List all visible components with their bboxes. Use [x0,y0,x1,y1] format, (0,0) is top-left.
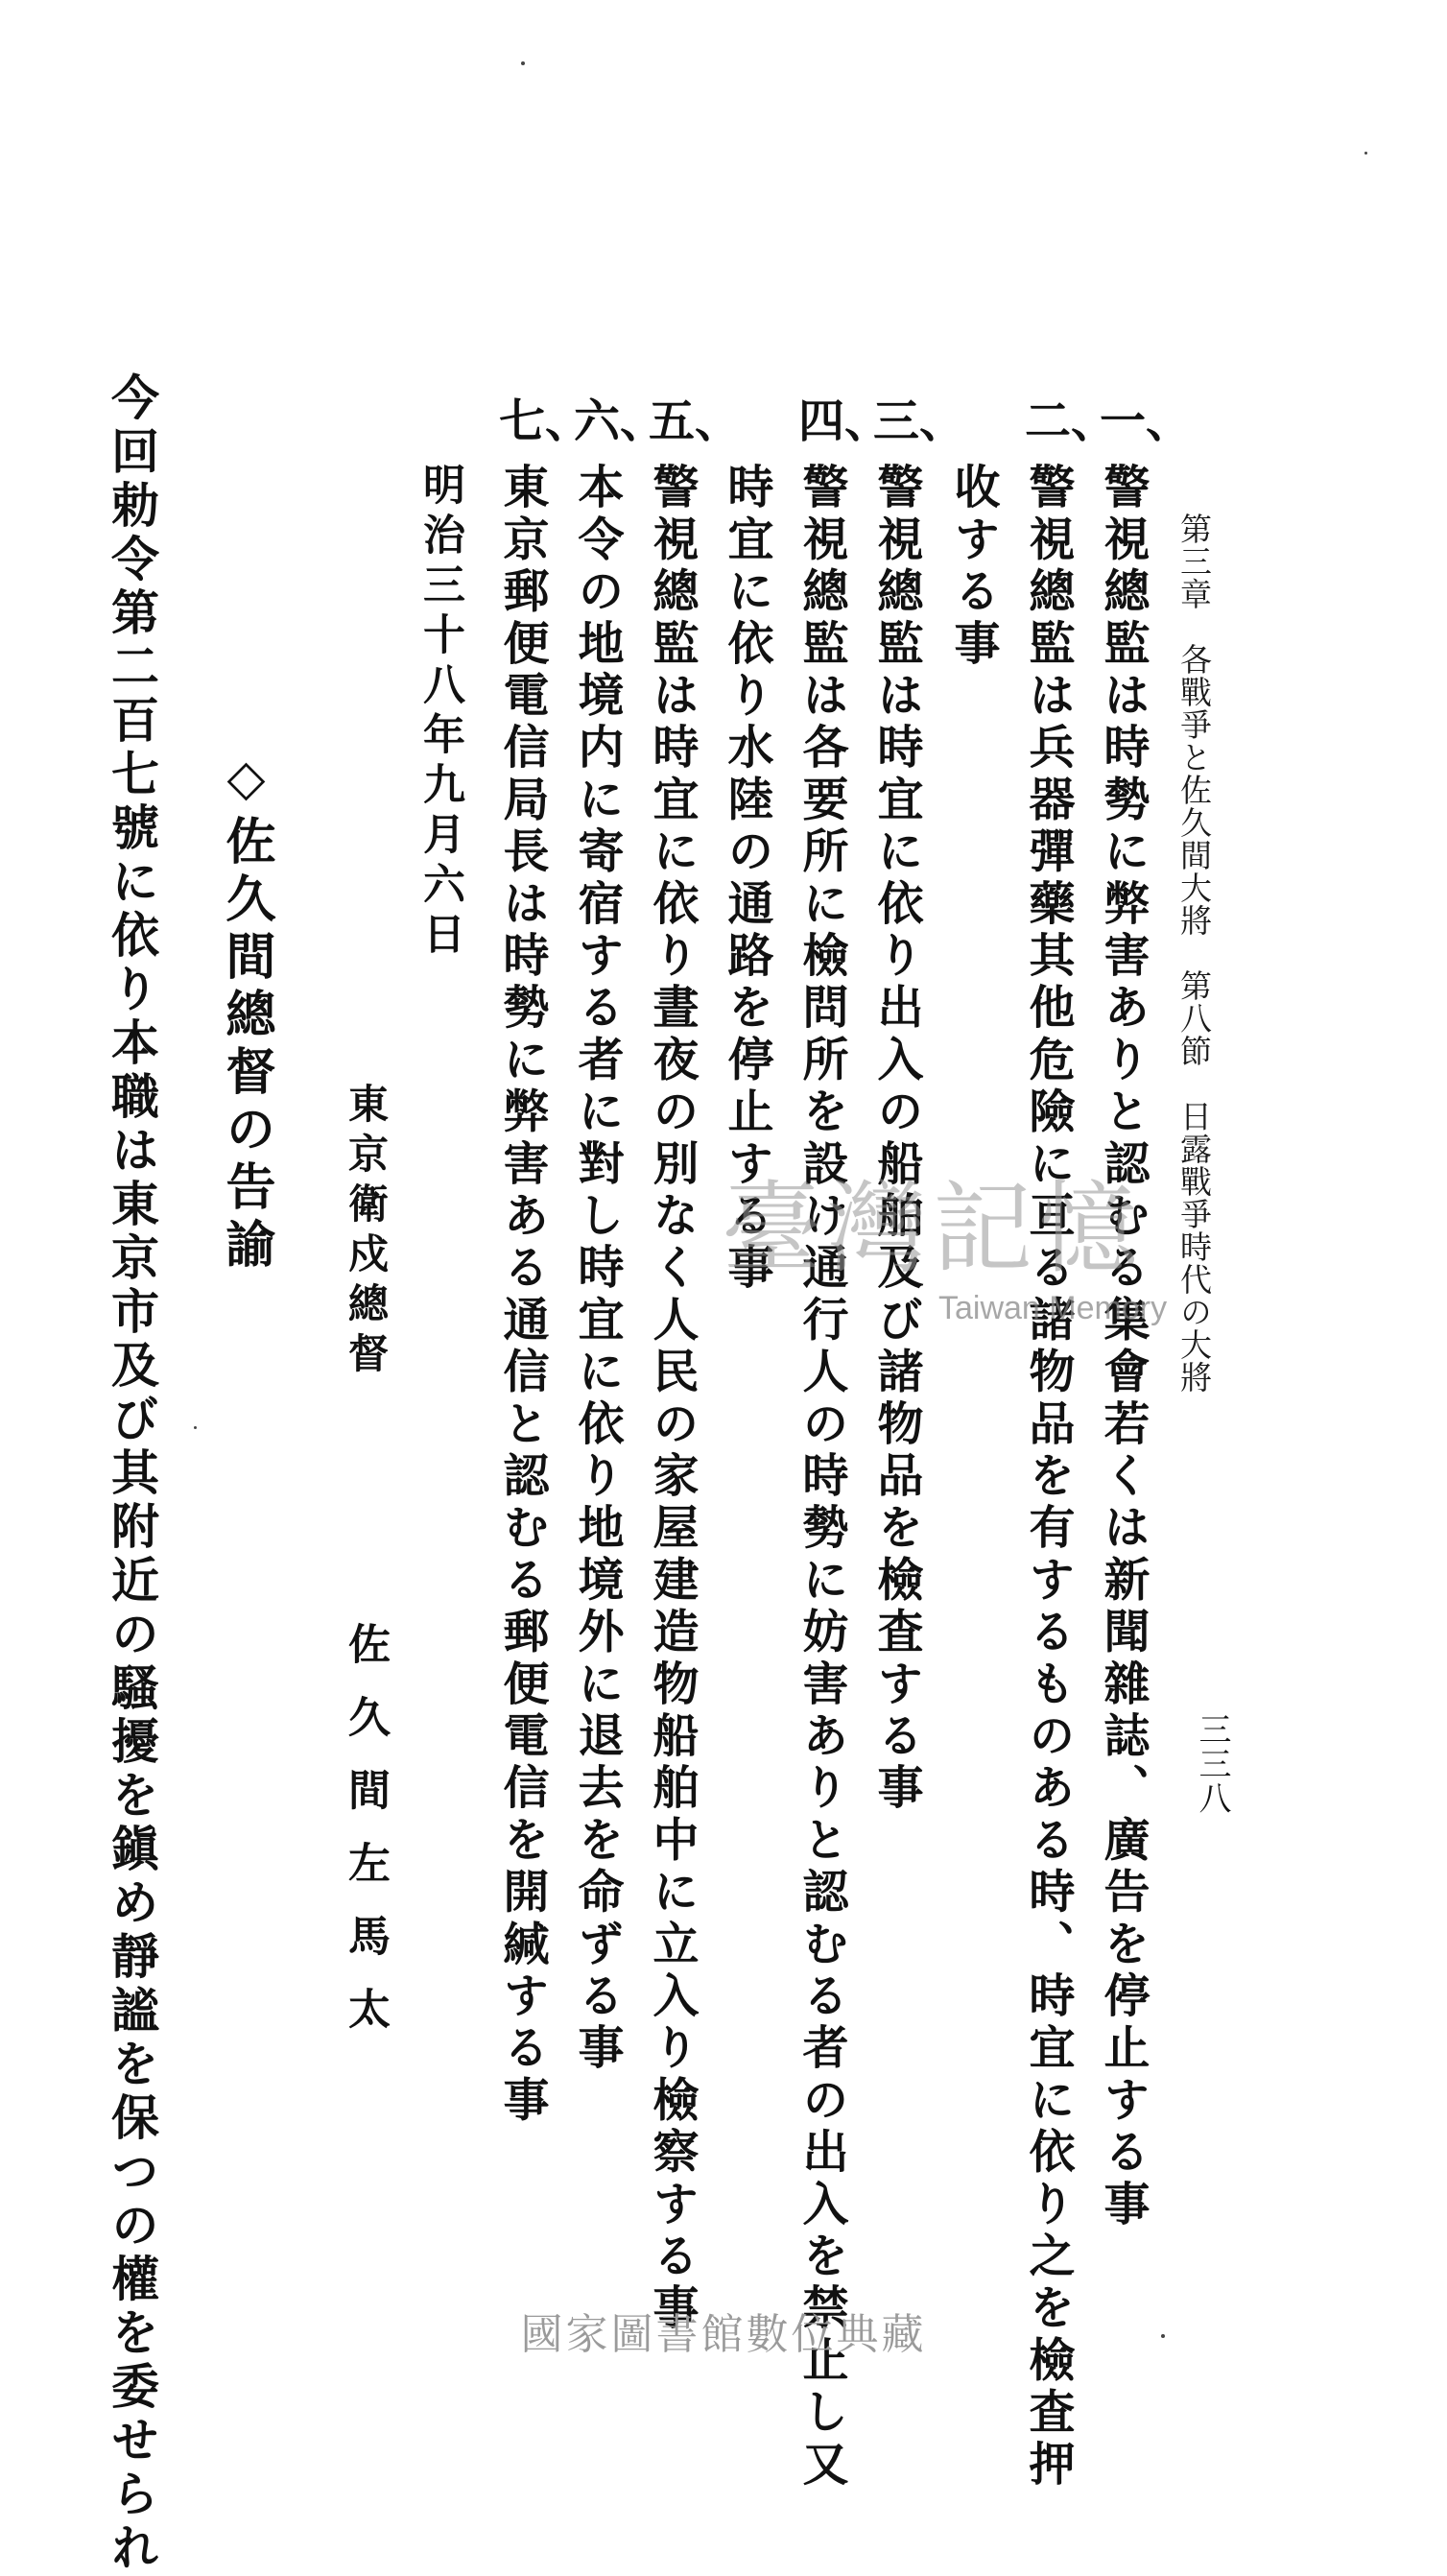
running-header: 第三章 各戰爭と佐久間大將 第八節 日露戰爭時代の大將 [1175,513,1213,1394]
regulation-7-line-1: 東京郵便電信局長は時勢に弊害ある通信と認むる郵便電信を開緘する事 [495,463,549,2128]
regulation-5-line-1: 警視總監は時宜に依り晝夜の別なく人民の家屋建造物船舶中に立入り檢察する事 [645,463,699,2336]
regulation-2-line-1: 警視總監は兵器彈藥其他危險に亘る諸物品を有するものある時、時宜に依り之を檢査押 [1021,463,1075,2492]
regulation-2-line-2: 收する事 [946,463,1000,671]
scan-speck [194,1426,197,1429]
regulation-6-line-1: 本令の地境内に寄宿する者に對し時宜に依り地境外に退去を命ずる事 [570,463,624,2076]
item-number-1: 一、 [1100,394,1193,448]
section-title: ◇佐久間總督の告諭 [217,749,275,1276]
item-number-7: 七、 [499,394,592,448]
regulation-1-line-1: 警視總監は時勢に弊害ありと認むる集會若くは新聞雜誌、廣告を停止する事 [1096,463,1150,2231]
item-number-2: 二、 [1025,394,1118,448]
signature-name: 佐久間左馬太 [341,1622,390,2060]
page-number: 三三八 [1193,1712,1231,1816]
item-number-4: 四、 [798,394,891,448]
signature-date: 明治三十八年九月六日 [415,463,464,962]
item-number-6: 六、 [574,394,667,448]
regulation-3-line-1: 警視總監は時宜に依り出入の船舶及び諸物品を檢査する事 [869,463,923,1816]
signature-office: 東京衛戍總督 [343,1083,390,1382]
proclamation-line-1: 今回勅令第二百七號に依り本職は東京市及び其附近の騷擾を鎭め靜謐を保つの權を委せられ [104,372,160,2576]
scan-speck [1364,152,1367,155]
item-number-3: 三、 [873,394,966,448]
watermark-logo-text: 臺灣記憶 [722,1170,1145,1287]
scan-speck [521,61,525,65]
item-number-5: 五、 [649,394,742,448]
footer-collection-label: 國家圖書館數位典藏 [520,2310,927,2359]
watermark-english: Taiwan Memory [938,1290,1168,1326]
regulation-4-line-1: 警視總監は各要所に檢問所を設け通行人の時勢に妨害ありと認むる者の出入を禁止し又 [795,463,848,2492]
regulation-4-line-2: 時宜に依り水陸の通路を停止する事 [720,463,773,1296]
